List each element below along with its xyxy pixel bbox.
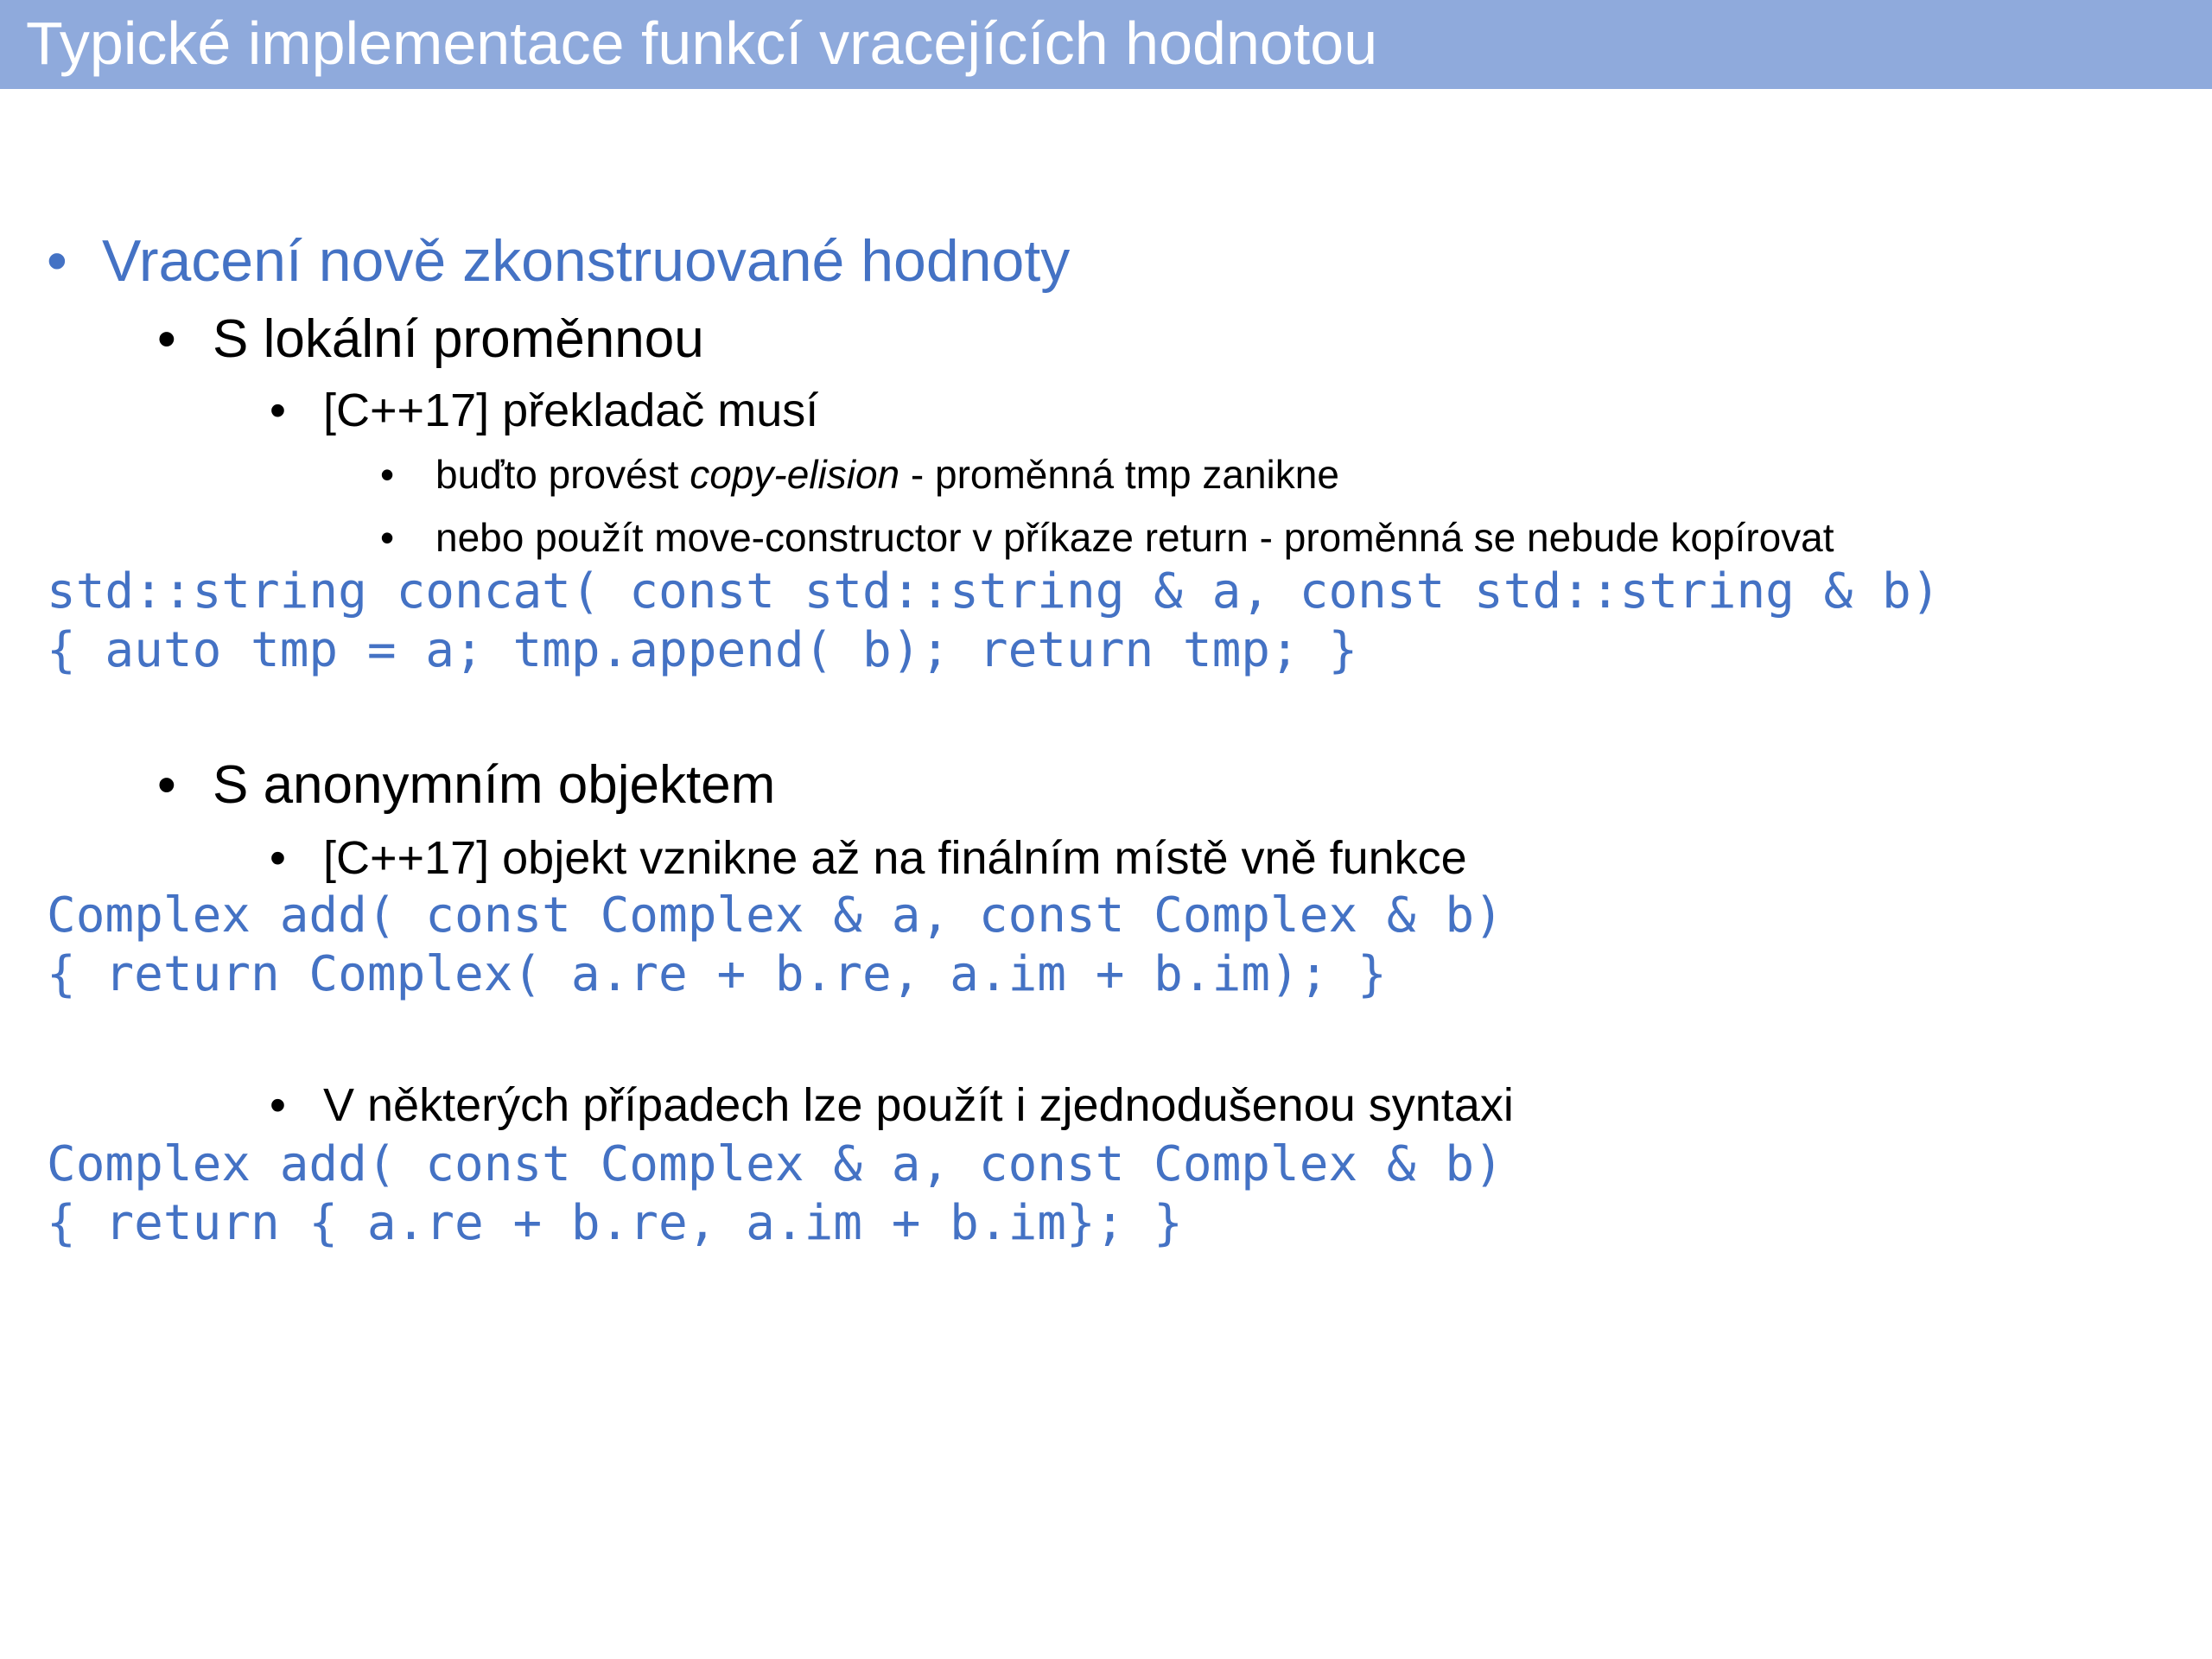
code-line-concat-body: { auto tmp = a; tmp.append( b); return tmp; } [47,622,1358,678]
section-local-variable: S lokální proměnnou [213,309,704,369]
bullet-icon: • [380,452,395,497]
sub-item-simplified-syntax: V některých případech lze použít i zjednodušenou syntaxi [323,1079,1514,1131]
sub-item-final-place: [C++17] objekt vznikne až na finálním místě vně funkce [323,832,1467,884]
code-line-add-body-2: { return { a.re + b.re, a.im + b.im}; } [47,1195,1183,1251]
copy-elision-prefix: buďto provést [435,452,690,497]
bullet-icon: • [270,1079,286,1131]
sub-item-compiler-must: [C++17] překladač musí [323,385,819,436]
bullet-icon: • [47,228,67,294]
heading-new-value: Vracení nově zkonstruované hodnoty [102,228,1071,294]
code-line-add-signature: Complex add( const Complex & a, const Complex & b) [47,887,1503,944]
bullet-icon: • [380,515,395,560]
code-line-add-body: { return Complex( a.re + b.re, a.im + b.im); } [47,946,1387,1002]
slide-title-bar [0,0,2212,89]
sub-item-copy-elision [435,449,1339,499]
bullet-icon: • [270,832,286,884]
bullet-icon: • [157,309,176,369]
copy-elision-suffix: - proměnná tmp zanikne [899,452,1339,497]
bullet-icon: • [157,755,176,815]
code-line-add-signature-2: Complex add( const Complex & a, const Complex & b) [47,1136,1503,1192]
sub-item-move-constructor: nebo použít move-constructor v příkaze return - proměnná se nebude kopírovat [435,515,1834,560]
section-anonymous-object: S anonymním objektem [213,755,776,815]
slide-title: Typické implementace funkcí vracejících hodnotou [26,10,1378,77]
code-line-concat-signature: std::string concat( const std::string & a, const std::string & b) [47,563,1941,620]
bullet-icon: • [270,385,286,436]
copy-elision-term: copy-elision [690,452,900,497]
